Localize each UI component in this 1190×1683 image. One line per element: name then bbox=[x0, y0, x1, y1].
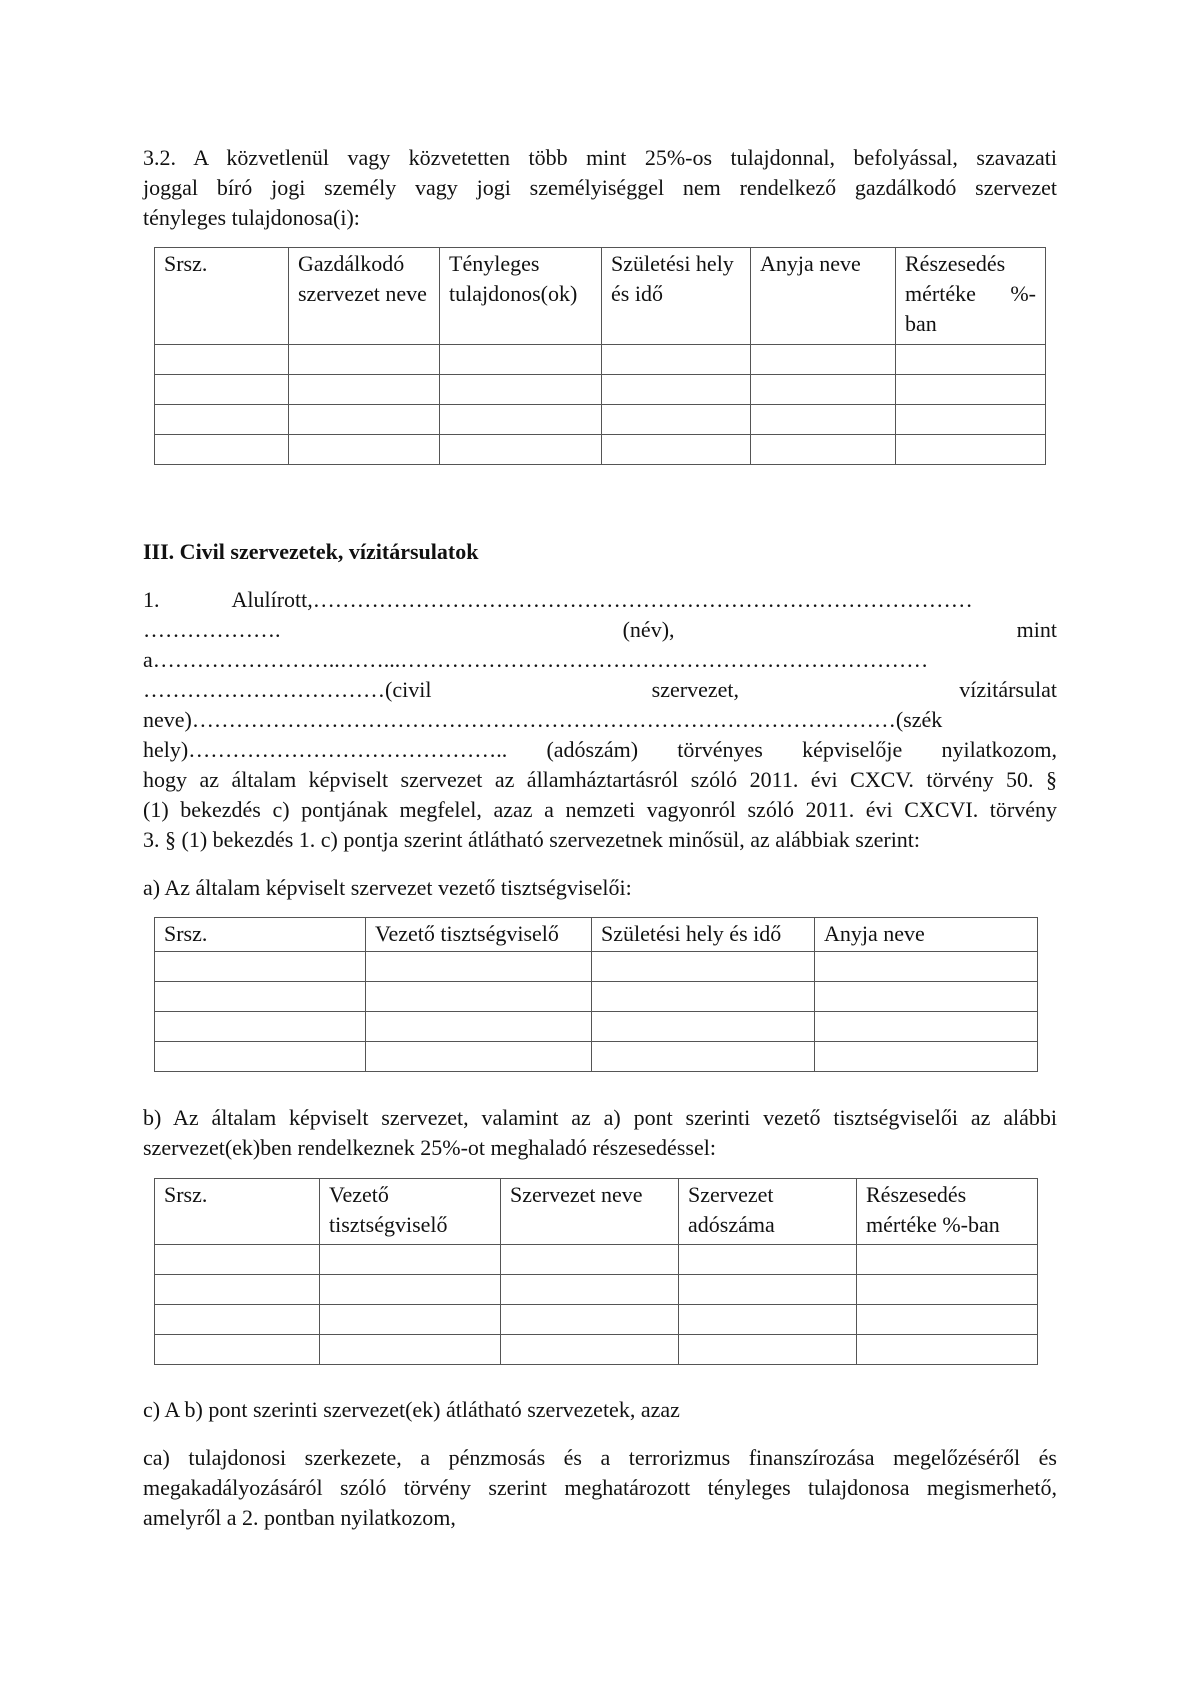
table-row bbox=[155, 982, 1038, 1012]
table-cell[interactable] bbox=[366, 982, 592, 1012]
table-cell[interactable] bbox=[857, 1275, 1038, 1305]
table-cell[interactable] bbox=[155, 435, 289, 465]
name-dots: ………………. bbox=[143, 617, 281, 642]
table-cell[interactable] bbox=[896, 435, 1046, 465]
table-cell[interactable] bbox=[896, 375, 1046, 405]
table-cell[interactable] bbox=[501, 1275, 679, 1305]
declaration-line-5: neve)……………………………………………………………………………………(szék bbox=[143, 707, 943, 732]
declaration-line-9: 3. § (1) bekezdés 1. c) pontja szerint átlátható szervezetnek minősül, az alábbiak szerint: bbox=[143, 827, 921, 852]
owners-header-mother-name: Anyja neve bbox=[751, 248, 896, 345]
section-3-2-line-2: joggal bíró jogi személy vagy jogi személyiséggel nem rendelkező gazdálkodó szervezet bbox=[143, 175, 1057, 200]
table-row bbox=[155, 1042, 1038, 1072]
table-row bbox=[155, 1335, 1038, 1365]
declaration-line-1 bbox=[143, 585, 1057, 615]
org-word: szervezet, bbox=[651, 677, 739, 702]
point-ca-line-1: ca) tulajdonosi szerkezete, a pénzmosás és a terrorizmus finanszírozása megelőzéséről és bbox=[143, 1445, 1057, 1470]
officers-header-mother-name: Anyja neve bbox=[815, 918, 1038, 952]
officers-header-officer: Vezető tisztségviselő bbox=[366, 918, 592, 952]
name-label: (név), bbox=[622, 617, 675, 642]
table-row bbox=[155, 375, 1046, 405]
table-cell[interactable] bbox=[320, 1275, 501, 1305]
table-cell[interactable] bbox=[857, 1305, 1038, 1335]
table-cell[interactable] bbox=[440, 345, 602, 375]
table-cell[interactable] bbox=[440, 405, 602, 435]
table-cell[interactable] bbox=[896, 345, 1046, 375]
declaration-line-4 bbox=[143, 675, 1057, 705]
holdings-header-org-name: Szervezet neve bbox=[501, 1179, 679, 1245]
holdings-header-org-taxno: Szervezet adószáma bbox=[679, 1179, 857, 1245]
table-cell[interactable] bbox=[155, 375, 289, 405]
declaration-line-8: (1) bekezdés c) pontjának megfelel, azaz a nemzeti vagyonról szóló 2011. évi CXCVI. törvény bbox=[143, 797, 1057, 822]
declaration-number: 1. bbox=[143, 587, 160, 612]
declaration-line-7: hogy az általam képviselt szervezet az államháztartásról szóló 2011. évi CXCV. törvény 50. § bbox=[143, 767, 1057, 792]
table-cell[interactable] bbox=[155, 405, 289, 435]
water-association-word: vízitársulat bbox=[959, 677, 1057, 702]
table-cell[interactable] bbox=[289, 375, 440, 405]
owners-header-share-percent: Részesedés mértéke %-ban bbox=[896, 248, 1046, 345]
table-cell[interactable] bbox=[155, 1335, 320, 1365]
table-cell[interactable] bbox=[815, 952, 1038, 982]
table-cell[interactable] bbox=[857, 1335, 1038, 1365]
owners-header-srsz: Srsz. bbox=[155, 248, 289, 345]
table-cell[interactable] bbox=[501, 1305, 679, 1335]
table-row bbox=[155, 405, 1046, 435]
table-cell[interactable] bbox=[751, 375, 896, 405]
owners-header-beneficial-owner: Tényleges tulajdonos(ok) bbox=[440, 248, 602, 345]
declaration-line-3: a……………………..……...……………………………………………………………… bbox=[143, 647, 929, 672]
table-row bbox=[155, 1305, 1038, 1335]
declaration-line-6: hely)…………………………………….. (adószám) törvényes képviselője nyilatkozom, bbox=[143, 737, 1057, 762]
table-cell[interactable] bbox=[440, 435, 602, 465]
table-cell[interactable] bbox=[751, 405, 896, 435]
table-cell[interactable] bbox=[501, 1245, 679, 1275]
point-b-line-1: b) Az általam képviselt szervezet, valamint az a) pont szerinti vezető tisztségviselői az alábbi bbox=[143, 1105, 1057, 1130]
table-cell[interactable] bbox=[155, 982, 366, 1012]
table-cell[interactable] bbox=[592, 952, 815, 982]
holdings-header-share-percent: Részesedés mértéke %-ban bbox=[857, 1179, 1038, 1245]
table-cell[interactable] bbox=[366, 1012, 592, 1042]
point-ca-line-2: megakadályozásáról szóló törvény szerint meghatározott tényleges tulajdonosa megismerhető, bbox=[143, 1475, 1057, 1500]
owners-header-birth-place-date: Születési hely és idő bbox=[602, 248, 751, 345]
section-iii-heading: III. Civil szervezetek, vízitársulatok bbox=[143, 539, 479, 564]
point-ca-line-3: amelyről a 2. pontban nyilatkozom, bbox=[143, 1505, 456, 1530]
table-cell[interactable] bbox=[602, 375, 751, 405]
table-cell[interactable] bbox=[896, 405, 1046, 435]
table-cell[interactable] bbox=[440, 375, 602, 405]
table-cell[interactable] bbox=[679, 1335, 857, 1365]
table-row bbox=[155, 345, 1046, 375]
table-cell[interactable] bbox=[155, 952, 366, 982]
holdings-header-srsz: Srsz. bbox=[155, 1179, 320, 1245]
table-cell[interactable] bbox=[679, 1275, 857, 1305]
table-cell[interactable] bbox=[155, 1012, 366, 1042]
officers-header-birth-place-date: Születési hely és idő bbox=[592, 918, 815, 952]
table-cell[interactable] bbox=[366, 952, 592, 982]
table-cell[interactable] bbox=[501, 1335, 679, 1365]
table-cell[interactable] bbox=[751, 345, 896, 375]
officers-header-srsz: Srsz. bbox=[155, 918, 366, 952]
table-cell[interactable] bbox=[289, 435, 440, 465]
declaration-name-intro: Alulírott,……………………………………………………………………………… bbox=[231, 587, 973, 612]
table-cell[interactable] bbox=[289, 345, 440, 375]
table-cell[interactable] bbox=[155, 1305, 320, 1335]
table-cell[interactable] bbox=[815, 1042, 1038, 1072]
holdings-header-officer: Vezető tisztségviselő bbox=[320, 1179, 501, 1245]
officers-table-header-row bbox=[155, 918, 1038, 952]
table-row bbox=[155, 1275, 1038, 1305]
table-cell[interactable] bbox=[679, 1245, 857, 1275]
section-3-2-line-1: 3.2. A közvetlenül vagy közvetetten több mint 25%-os tulajdonnal, befolyással, szavazati bbox=[143, 145, 1057, 170]
table-cell[interactable] bbox=[679, 1305, 857, 1335]
owners-table bbox=[154, 247, 1046, 465]
holdings-table-header-row bbox=[155, 1179, 1038, 1245]
table-cell[interactable] bbox=[857, 1245, 1038, 1275]
table-cell[interactable] bbox=[155, 1245, 320, 1275]
table-row bbox=[155, 1245, 1038, 1275]
table-cell[interactable] bbox=[602, 435, 751, 465]
table-cell[interactable] bbox=[320, 1305, 501, 1335]
table-cell[interactable] bbox=[602, 345, 751, 375]
table-cell[interactable] bbox=[155, 345, 289, 375]
owners-table-header-row bbox=[155, 248, 1046, 345]
org-dots: ……………………………(civil bbox=[143, 677, 432, 702]
declaration-line-2 bbox=[143, 615, 1057, 645]
section-3-2-line-3: tényleges tulajdonosa(i): bbox=[143, 205, 360, 230]
table-row bbox=[155, 1012, 1038, 1042]
table-cell[interactable] bbox=[320, 1245, 501, 1275]
table-cell[interactable] bbox=[592, 1042, 815, 1072]
point-c-label: c) A b) pont szerinti szervezet(ek) átlátható szervezetek, azaz bbox=[143, 1397, 680, 1422]
table-cell[interactable] bbox=[815, 1012, 1038, 1042]
table-row bbox=[155, 952, 1038, 982]
table-row bbox=[155, 435, 1046, 465]
table-cell[interactable] bbox=[751, 435, 896, 465]
table-cell[interactable] bbox=[289, 405, 440, 435]
table-cell[interactable] bbox=[815, 982, 1038, 1012]
point-a-label: a) Az általam képviselt szervezet vezető tisztségviselői: bbox=[143, 875, 632, 900]
table-cell[interactable] bbox=[320, 1335, 501, 1365]
table-cell[interactable] bbox=[366, 1042, 592, 1072]
table-cell[interactable] bbox=[592, 1012, 815, 1042]
owners-header-company-name: Gazdálkodó szervezet neve bbox=[289, 248, 440, 345]
table-cell[interactable] bbox=[592, 982, 815, 1012]
officers-table bbox=[154, 917, 1038, 1072]
table-cell[interactable] bbox=[155, 1042, 366, 1072]
point-b-line-2: szervezet(ek)ben rendelkeznek 25%-ot meghaladó részesedéssel: bbox=[143, 1135, 716, 1160]
holdings-table bbox=[154, 1178, 1038, 1365]
mint-word: mint bbox=[1016, 617, 1057, 642]
table-cell[interactable] bbox=[602, 405, 751, 435]
table-cell[interactable] bbox=[155, 1275, 320, 1305]
